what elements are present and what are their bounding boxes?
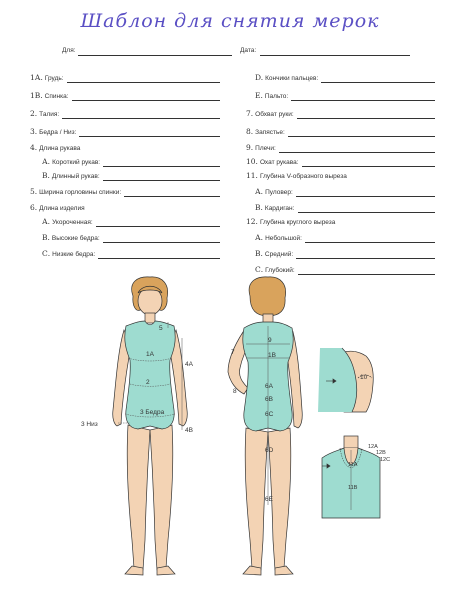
neck-label-11b: 11В bbox=[348, 485, 358, 491]
measure-number: 3. bbox=[30, 127, 38, 136]
measure-number: 5. bbox=[30, 187, 38, 196]
bottom-strip bbox=[0, 594, 460, 602]
front-label-bust: 1А bbox=[146, 351, 154, 358]
page-title: Шаблон для снятия мерок bbox=[80, 10, 380, 32]
measure-label: Грудь: bbox=[44, 75, 64, 82]
measure-label: Обхват руки: bbox=[255, 111, 294, 118]
neck-label-12a: 12А bbox=[368, 444, 378, 450]
measure-label: Высокие бедра: bbox=[51, 235, 100, 242]
neck-label-12b: 12В bbox=[376, 450, 386, 456]
measure-number: В. bbox=[255, 249, 263, 258]
neck-label-11a: 11А bbox=[348, 462, 358, 468]
measure-number: 8. bbox=[246, 127, 254, 136]
measure-label: Короткий рукав: bbox=[52, 159, 101, 166]
measure-label: Плечи: bbox=[255, 145, 276, 152]
front-figure bbox=[113, 277, 188, 575]
measure-number: D. bbox=[255, 73, 264, 82]
front-label-low: 3 Низ bbox=[81, 421, 98, 428]
measure-number: А. bbox=[42, 217, 51, 226]
measure-label: Длинный рукав: bbox=[51, 173, 100, 180]
measure-number: 1А. bbox=[30, 73, 43, 82]
measure-number: 7. bbox=[246, 109, 254, 118]
measure-label: Запястье: bbox=[255, 129, 285, 136]
measure-number: 9. bbox=[246, 143, 254, 152]
measure-number: С. bbox=[42, 249, 51, 258]
back-label-d: 6D bbox=[265, 447, 274, 454]
measure-label: Охат рукава: bbox=[259, 159, 299, 166]
measure-label: Пуловер: bbox=[265, 189, 293, 196]
measure-number: 2. bbox=[30, 109, 38, 118]
front-label-waist: 2 bbox=[146, 379, 150, 386]
back-label-arm: 7 bbox=[231, 349, 235, 356]
front-label-neck: 5 bbox=[159, 325, 163, 332]
measure-label: Укороченная: bbox=[52, 219, 93, 226]
front-label-hips: 3 Бедра bbox=[140, 409, 165, 416]
measure-label: Глубина круглого выреза bbox=[259, 219, 336, 226]
measure-label: Небольшой: bbox=[265, 235, 302, 242]
measure-number: А. bbox=[255, 187, 264, 196]
back-label-a: 6А bbox=[265, 383, 273, 390]
measure-label: Низкие бедра: bbox=[52, 251, 96, 258]
for-label: Для: bbox=[62, 47, 76, 54]
date-label: Дата: bbox=[240, 47, 257, 54]
front-label-sleeve-a: 4А bbox=[185, 361, 193, 368]
measure-number: В. bbox=[42, 171, 50, 180]
measure-number: Е. bbox=[255, 91, 263, 100]
back-label-c: 6С bbox=[265, 411, 274, 418]
measure-label: Ширина горловины спинки: bbox=[39, 189, 122, 196]
measure-label: Глубина V-образного выреза bbox=[259, 173, 347, 180]
measure-label: Талия: bbox=[39, 111, 60, 118]
back-label-shoulders: 9 bbox=[268, 337, 272, 344]
measure-number: С. bbox=[255, 265, 264, 274]
measure-number: А. bbox=[42, 157, 51, 166]
measure-label: Кончики пальцев: bbox=[265, 75, 319, 82]
measure-label: Глубокий: bbox=[265, 267, 295, 274]
measure-label: Пальто: bbox=[264, 93, 289, 100]
back-label-e: 6Е bbox=[265, 496, 273, 503]
measure-label: Кардиган: bbox=[264, 205, 295, 212]
measure-number: 4. bbox=[30, 143, 38, 152]
measure-label: Средний: bbox=[264, 251, 294, 258]
measure-label: Длина изделия bbox=[39, 205, 85, 212]
measure-number: В. bbox=[42, 233, 50, 242]
neck-label-12c: 12С bbox=[380, 457, 391, 463]
measure-number: 1В. bbox=[30, 91, 43, 100]
back-label-back: 1В bbox=[268, 352, 276, 359]
back-label-b: 6В bbox=[265, 396, 273, 403]
measure-label: Спинка: bbox=[44, 93, 69, 100]
measure-number: В. bbox=[255, 203, 263, 212]
measure-number: 10. bbox=[246, 157, 258, 166]
back-figure bbox=[228, 277, 302, 575]
measure-number: 12. bbox=[246, 217, 258, 226]
front-label-sleeve-b: 4В bbox=[185, 427, 193, 434]
measure-label: Бедра / Низ: bbox=[39, 129, 77, 136]
measure-number: А. bbox=[255, 233, 264, 242]
measure-label: Длина рукава bbox=[39, 145, 81, 152]
back-label-wrist: 8 bbox=[233, 388, 237, 395]
sleeve-detail-label: 10 bbox=[360, 374, 368, 381]
measure-number: 6. bbox=[30, 203, 38, 212]
measure-number: 11. bbox=[246, 171, 258, 180]
